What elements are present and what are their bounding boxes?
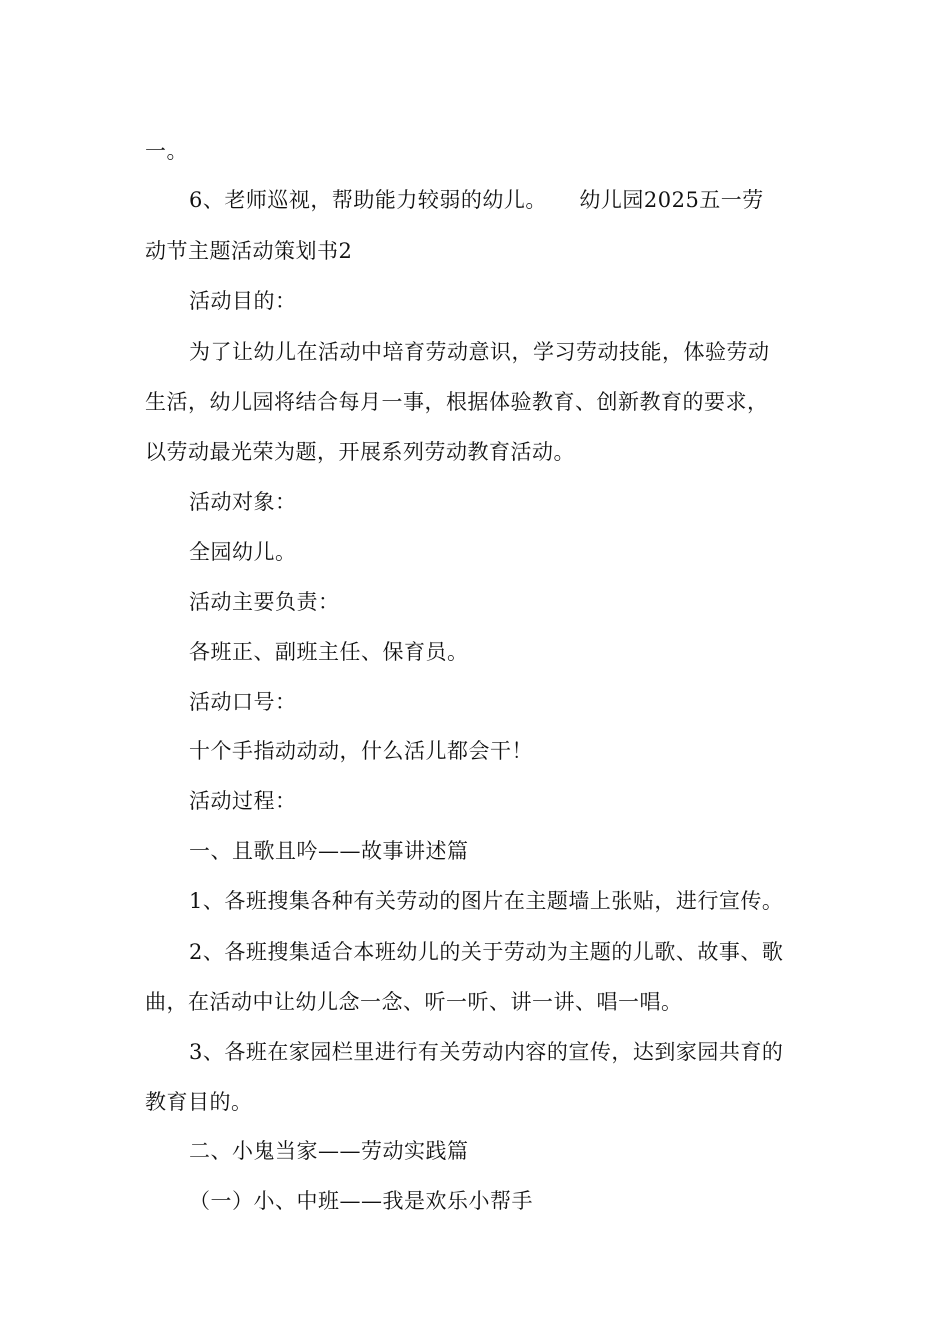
paragraph-line: 一。 [145,139,188,163]
paragraph-line: 生活，幼儿园将结合每月一事，根据体验教育、创新教育的要求， [145,390,769,414]
paragraph-line: 6、老师巡视，帮助能力较弱的幼儿。 幼儿园2025五一劳 [189,188,764,212]
section-heading: 活动对象： [189,490,297,514]
paragraph-line: 以劳动最光荣为题，开展系列劳动教育活动。 [145,440,575,464]
section-heading: 活动主要负责： [189,590,340,614]
section-heading: 活动口号： [189,690,297,714]
paragraph-line: 曲，在活动中让幼儿念一念、听一听、讲一讲、唱一唱。 [145,990,683,1014]
subsection-heading: （一）小、中班——我是欢乐小帮手 [189,1189,533,1213]
paragraph-line: 2、各班搜集适合本班幼儿的关于劳动为主题的儿歌、故事、歌 [189,940,784,964]
section-heading: 活动过程： [189,789,297,813]
paragraph-line: 全园幼儿。 [189,540,297,564]
paragraph-line: 动节主题活动策划书2 [145,239,353,263]
section-heading: 活动目的： [189,289,297,313]
paragraph-line: 1、各班搜集各种有关劳动的图片在主题墙上张贴，进行宣传。 [189,889,784,913]
section-heading: 二、小鬼当家——劳动实践篇 [189,1139,469,1163]
paragraph-line: 3、各班在家园栏里进行有关劳动内容的宣传，达到家园共育的 [189,1040,784,1064]
paragraph-line: 各班正、副班主任、保育员。 [189,640,469,664]
paragraph-line: 十个手指动动动，什么活儿都会干！ [189,739,533,763]
paragraph-line: 为了让幼儿在活动中培育劳动意识，学习劳动技能，体验劳动 [189,340,770,364]
paragraph-line: 教育目的。 [145,1090,253,1114]
section-heading: 一、且歌且吟——故事讲述篇 [189,839,469,863]
